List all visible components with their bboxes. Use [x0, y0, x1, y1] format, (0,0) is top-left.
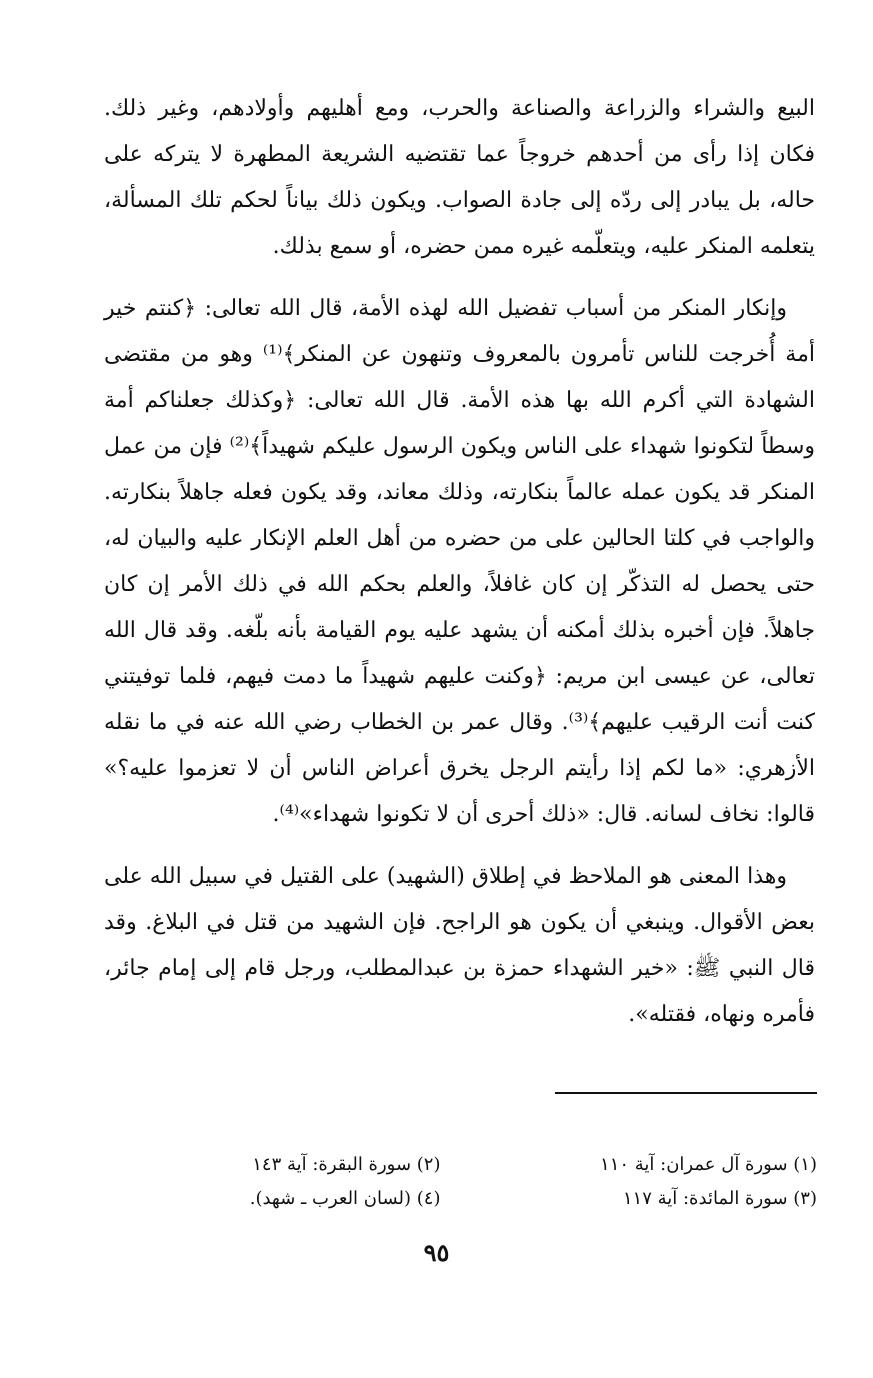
footnotes: [104, 1148, 817, 1216]
paragraph-1: البيع والشراء والزراعة والصناعة والحرب، ومع أهليهم وأولادهم، وغير ذلك. فكان إذا رأى من أحدهم خروجاً عما تقتضيه الشريعة المطهرة لا يتركه على حاله، بل يبادر إلى ردّه إلى جادة الصواب. ويكون ذلك بياناً لحكم تلك المسألة، يتعلمه المنكر عليه، ويتعلّمه غيره ممن حضره، أو سمع بذلك.: [104, 96, 815, 259]
body-text: [104, 86, 815, 1038]
footnote-divider: [555, 1092, 817, 1094]
page-number: ٩٥: [423, 1238, 450, 1267]
footnote-3: (٣) سورة المائدة: آية ١١٧: [622, 1188, 817, 1209]
footnote-4: (٤) (لسان العرب ـ شهد).: [249, 1188, 441, 1209]
footnote-1: (١) سورة آل عمران: آية ١١٠: [600, 1154, 817, 1175]
paragraph-3: وهذا المعنى هو الملاحظ في إطلاق (الشهيد) على القتيل في سبيل الله على بعض الأقوال. وينبغي أن يكون هو الراجح. فإن الشهيد من قتل في البلاغ. وقد قال النبي ﷺ: «خير الشهداء حمزة بن عبدالمطلب، ورجل قام إلى إمام جائر، فأمره ونهاه، فقتله».: [104, 864, 815, 1027]
footnote-2: (٢) سورة البقرة: آية ١٤٣: [252, 1154, 441, 1175]
paragraph-2: وإنكار المنكر من أسباب تفضيل الله لهذه الأمة، قال الله تعالى: ﴿كنتم خير أمة أُخرجت للناس تأمرون بالمعروف وتنهون عن المنكر﴾⁽¹⁾ وهو من مقتضى الشهادة التي أكرم الله بها هذه الأمة. قال الله تعالى: ﴿وكذلك جعلناكم أمة وسطاً لتكونوا شهداء على الناس ويكون الرسول عليكم شهيداً﴾⁽²⁾ فإن من عمل المنكر قد يكون عمله عالماً بنكارته، وذلك معاند، وقد يكون فعله جاهلاً بنكارته. والواجب في كلتا الحالين على من حضره من أهل العلم الإنكار عليه والبيان له، حتى يحصل له التذكّر إن كان غافلاً، والعلم بحكم الله في ذلك الأمر إن كان جاهلاً. فإن أخبره بذلك أمكنه أن يشهد عليه يوم القيامة بأنه بلّغه. وقد قال الله تعالى، عن عيسى ابن مريم: ﴿وكنت عليهم شهيداً ما دمت فيهم، فلما توفيتني كنت أنت الرقيب عليهم﴾⁽³⁾. وقال عمر بن الخطاب رضي الله عنه في ما نقله الأزهري: «ما لكم إذا رأيتم الرجل يخرق أعراض الناس أن لا تعزموا عليه؟» قالوا: نخاف لسانه. قال: «ذلك أحرى أن لا تكونوا شهداء»⁽⁴⁾.: [104, 296, 816, 827]
